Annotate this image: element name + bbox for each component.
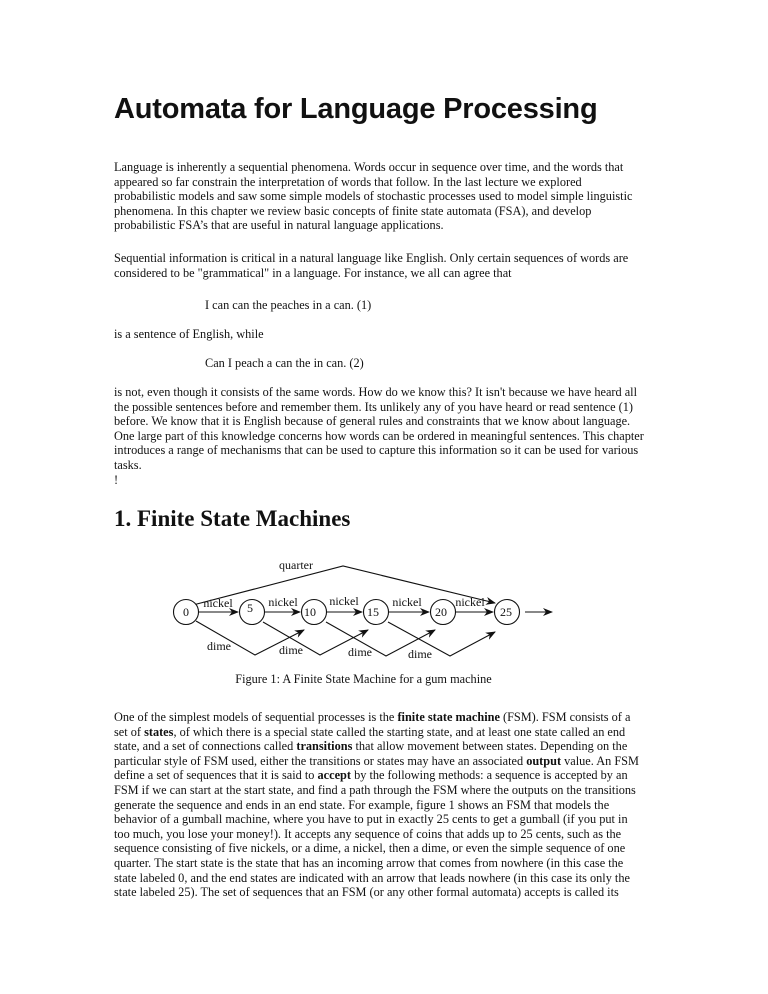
text-line: [114, 856, 639, 871]
state-label: 15: [367, 605, 379, 619]
dime-label: dime: [348, 645, 372, 659]
text-line: [114, 754, 639, 769]
dime-label: dime: [408, 647, 432, 661]
bold-term: transitions: [296, 739, 353, 754]
text-line: before. We know that it is English because of general rules and constraints that we know about language.: [114, 414, 631, 429]
nickel-label: nickel: [203, 596, 233, 610]
text-line: [114, 783, 639, 798]
text-line: probabilistic models and saw some simple models of stochastic processes used to model simple linguistic: [114, 189, 633, 204]
stray-mark-text: !: [114, 473, 119, 487]
text-line: [114, 798, 639, 813]
text-line: appeared so far constrain the interpretation of words that follow. In the last lecture we explored: [114, 174, 582, 189]
text-line: [114, 827, 639, 842]
bold-term: states: [144, 724, 174, 739]
text-line: [114, 812, 639, 827]
text-line: One large part of this knowledge concerns how words can be ordered in meaningful sentences. This chapter: [114, 428, 644, 443]
nickel-label: nickel: [455, 595, 485, 609]
text-segment: value. An FSM: [561, 753, 639, 768]
text-segment: quarter. The start state is the state that has an incoming arrow that comes from nowhere (in this case the: [114, 855, 624, 870]
dime-label: dime: [279, 643, 303, 657]
page-title: Automata for Language Processing: [114, 93, 598, 125]
example-2-text: Can I peach a can the in can. (2): [205, 356, 364, 370]
bold-term: accept: [317, 768, 351, 783]
text-line: [114, 739, 639, 754]
text-segment: particular style of FSM used, either the transitions or states may have an associated: [114, 753, 527, 768]
state-label: 10: [304, 605, 316, 619]
nickel-label: nickel: [268, 595, 298, 609]
text-line: [114, 841, 639, 856]
fsm-paragraph: [114, 710, 639, 900]
text-line: Language is inherently a sequential phenomena. Words occur in sequence over time, and the words that: [114, 160, 624, 174]
example-1-text: I can can the peaches in a can. (1): [205, 298, 372, 312]
text-segment: state, and a set of connections called: [114, 739, 297, 754]
text-segment: , of which there is a special state called the starting state, and at least one state called an end: [173, 724, 626, 739]
bold-term: finite state machine: [397, 710, 500, 724]
dime-transition: [388, 622, 495, 656]
dime-label: dime: [207, 639, 231, 653]
text-segment: define a set of sequences that it is said to: [114, 768, 318, 783]
text-segment: sequence consisting of five nickels, or a dime, a nickel, then a dime, or even the simple sequence of one: [114, 841, 626, 856]
quarter-label: quarter: [279, 558, 313, 572]
text-line: Sequential information is critical in a natural language like English. Only certain sequences of words are: [114, 251, 629, 265]
text-line: tasks.: [114, 457, 142, 472]
text-line: probabilistic FSA’s that are useful in natural language applications.: [114, 218, 444, 233]
state-label: 0: [183, 605, 189, 619]
text-segment: state labeled 25). The set of sequences that an FSM (or any other formal automata) accepts is called its: [114, 885, 619, 900]
text-line: considered to be "grammatical" in a language. For instance, we all can agree that: [114, 265, 512, 280]
text-line: [114, 725, 639, 740]
text-line: is not, even though it consists of the same words. How do we know this? It isn't because we have heard all: [114, 385, 638, 399]
state-label: 5: [247, 601, 253, 615]
section-heading: 1. Finite State Machines: [114, 506, 351, 531]
text-segment: state labeled 0, and the end states are indicated with an arrow that leads nowhere (in this case its only the: [114, 870, 630, 885]
nickel-label: nickel: [392, 595, 422, 609]
text-line: [114, 871, 639, 886]
text-line: introduces a range of mechanisms that can be used to capture this information so it can be used for various: [114, 443, 639, 458]
nickel-label: nickel: [329, 594, 359, 608]
text-segment: FSM if we can start at the start state, and find a path through the FSM where the outputs on the transitions: [114, 782, 636, 797]
text-segment: behavior of a gumball machine, where you have to put in exactly 25 cents to get a gumball (if you put in: [114, 812, 628, 827]
text-segment: One of the simplest models of sequential processes is the: [114, 710, 398, 724]
text-segment: that allow movement between states. Depending on the: [352, 739, 628, 754]
transition-text: is a sentence of English, while: [114, 327, 264, 341]
text-line: [114, 768, 639, 783]
text-segment: (FSM). FSM consists of a: [499, 710, 631, 724]
text-line: [114, 885, 639, 900]
text-segment: generate the sequence and ends in an end state. For example, figure 1 shows an FSM that models the: [114, 797, 610, 812]
bold-term: output: [526, 753, 562, 768]
state-label: 25: [500, 605, 512, 619]
text-line: [114, 710, 639, 725]
figure-caption: Figure 1: A Finite State Machine for a gum machine: [235, 672, 492, 686]
text-segment: by the following methods: a sequence is accepted by an: [351, 768, 628, 783]
state-label: 20: [435, 605, 447, 619]
text-line: phenomena. In this chapter we review basic concepts of finite state automata (FSA), and develop: [114, 203, 592, 218]
text-segment: too much, you lose your money!). It accepts any sequence of coins that adds up to 25 cents, such as the: [114, 826, 622, 841]
text-segment: set of: [114, 724, 145, 739]
text-line: the possible sentences before and remember them. Its unlikely any of you have heard or read sentence (1): [114, 399, 634, 414]
